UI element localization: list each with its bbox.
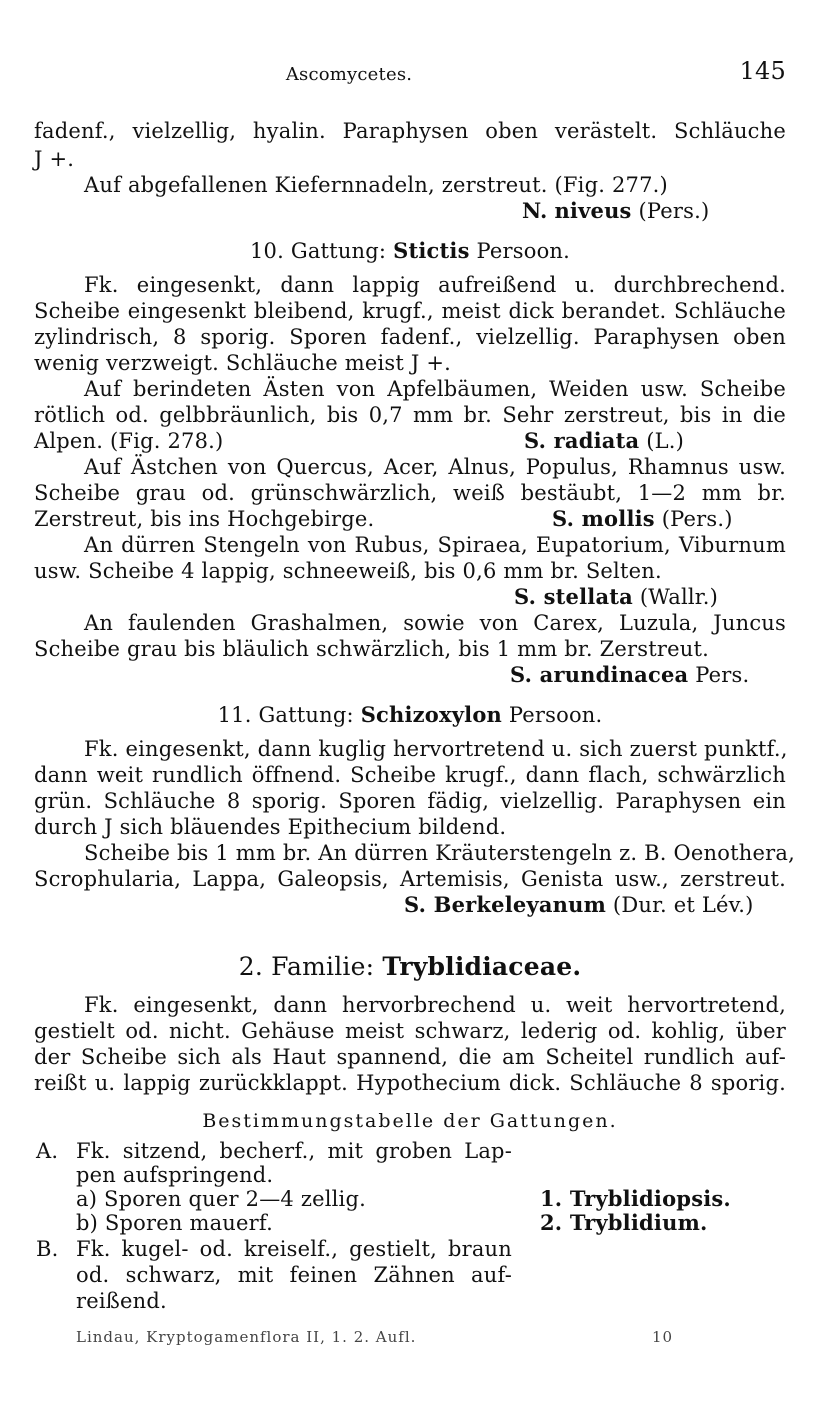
key-result: 2. Tryblidium.: [540, 1210, 708, 1235]
key-title: Bestimmungstabelle der Gattungen.: [202, 1110, 618, 1132]
species-name: S. arundinacea Pers.: [510, 662, 750, 687]
text-line: An faulenden Grashalmen, sowie von Carex, Luzula, Juncus: [84, 611, 786, 635]
running-title: Ascomycetes.: [285, 64, 413, 85]
species-name: S. Berkeleyanum (Dur. et Lév.): [404, 892, 754, 917]
key-line: reißend.: [76, 1289, 167, 1313]
text-line: Auf berindeten Ästen von Apfelbäumen, Weiden usw. Scheibe: [84, 377, 786, 401]
genus-heading: 11. Gattung: Schizoxylon Persoon.: [217, 702, 603, 727]
text-line: Fk. eingesenkt, dann lappig aufreißend u. durchbrechend.: [84, 273, 786, 297]
text-line: fadenf., vielzellig, hyalin. Paraphysen oben verästelt. Schläuche: [34, 119, 786, 143]
text-line: Scheibe bis 1 mm br. An dürren Kräuterstengeln z. B. Oenothera,: [84, 841, 795, 865]
text-line: usw. Scheibe 4 lappig, schneeweiß, bis 0,6 mm br. Selten.: [34, 559, 662, 583]
page-number: 145: [739, 57, 786, 85]
text-line: durch J sich bläuendes Epithecium bildend.: [34, 815, 507, 839]
habitat-line: Auf abgefallenen Kiefernnadeln, zerstreut. (Fig. 277.): [84, 173, 668, 197]
key-label: B.: [36, 1237, 59, 1261]
key-result: 1. Tryblidiopsis.: [540, 1186, 731, 1211]
text-line: gestielt od. nicht. Gehäuse meist schwarz, lederig od. kohlig, über: [34, 1019, 786, 1043]
text-line: grün. Schläuche 8 sporig. Sporen fädig, vielzellig. Paraphysen ein: [34, 789, 786, 813]
key-line: b) Sporen mauerf.: [76, 1211, 273, 1235]
text-line: zylindrisch, 8 sporig. Sporen fadenf., vielzellig. Paraphysen oben: [34, 325, 786, 349]
key-line: a) Sporen quer 2—4 zellig.: [76, 1187, 366, 1211]
text-line: reißt u. lappig zurückklappt. Hypothecium dick. Schläuche 8 sporig.: [34, 1071, 786, 1095]
footer-sheet-number: 10: [652, 1328, 674, 1346]
text-line: wenig verzweigt. Schläuche meist J +.: [34, 351, 452, 375]
text-line: Zerstreut, bis ins Hochgebirge.: [34, 507, 375, 531]
text-line: der Scheibe sich als Haut spannend, die am Scheitel rundlich auf-: [34, 1045, 786, 1069]
species-name: S. stellata (Wallr.): [514, 584, 718, 609]
key-line: Fk. kugel- od. kreiself., gestielt, braun: [76, 1237, 512, 1261]
footer-signature: Lindau, Kryptogamenflora II, 1. 2. Aufl.: [76, 1328, 417, 1346]
text-line: Alpen. (Fig. 278.): [34, 429, 224, 453]
family-heading: 2. Familie: Tryblidiaceae.: [238, 952, 582, 981]
text-line: rötlich od. gelbbräunlich, bis 0,7 mm br. Sehr zerstreut, bis in die: [34, 403, 786, 427]
species-name: N. niveus (Pers.): [522, 198, 710, 223]
genus-heading: 10. Gattung: Stictis Persoon.: [249, 238, 571, 263]
text-line: dann weit rundlich öffnend. Scheibe krugf., dann flach, schwärzlich: [34, 763, 786, 787]
text-line: Scheibe eingesenkt bleibend, krugf., meist dick berandet. Schläuche: [34, 299, 786, 323]
text-line: Scrophularia, Lappa, Galeopsis, Artemisis, Genista usw., zerstreut.: [34, 867, 786, 891]
species-name: S. radiata (L.): [524, 428, 684, 453]
key-label: A.: [36, 1139, 59, 1163]
text-line: Fk. eingesenkt, dann hervorbrechend u. weit hervortretend,: [84, 993, 786, 1017]
text-line: J +.: [34, 147, 75, 171]
species-name: S. mollis (Pers.): [552, 506, 733, 531]
key-line: od. schwarz, mit feinen Zähnen auf-: [76, 1263, 512, 1287]
text-line: Auf Ästchen von Quercus, Acer, Alnus, Populus, Rhamnus usw.: [84, 455, 786, 479]
text-line: Scheibe grau bis bläulich schwärzlich, bis 1 mm br. Zerstreut.: [34, 637, 709, 661]
text-line: An dürren Stengeln von Rubus, Spiraea, Eupatorium, Viburnum: [84, 533, 786, 557]
key-line: pen aufspringend.: [76, 1163, 274, 1187]
key-line: Fk. sitzend, becherf., mit groben Lap-: [76, 1139, 512, 1163]
text-line: Fk. eingesenkt, dann kuglig hervortretend u. sich zuerst punktf.,: [84, 737, 788, 761]
text-line: Scheibe grau od. grünschwärzlich, weiß bestäubt, 1—2 mm br.: [34, 481, 786, 505]
